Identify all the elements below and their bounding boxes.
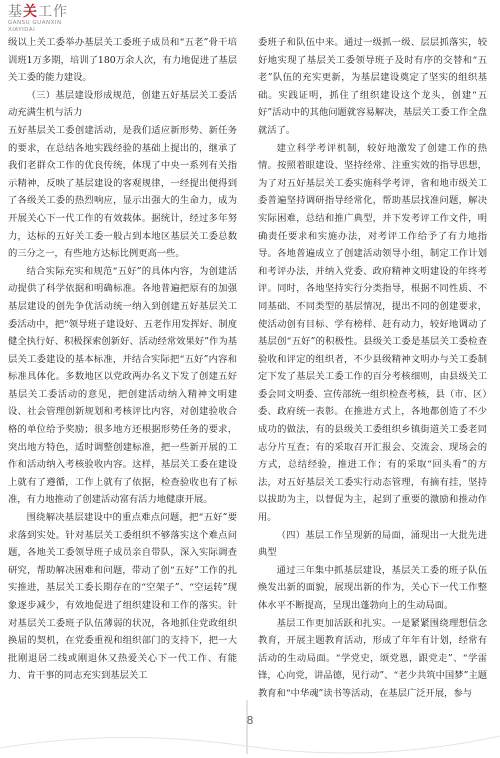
left-column	[8, 34, 237, 685]
paragraph: 围绕解决基层建设中的重点难点问题，把“五好”要求落到实处。针对基层关工委组织不够落实这个难点问题，各地关工委领导班子成员亲自带队，深入实际调查研究，帮助解决困难和问题，带动了创“五好”工作的扎实推进，基层关工委长期存在的“空架子”、“空运转”现象逐步减少，有效地促进了组织建设和工作的落实。针对基层关工委班子队伍薄弱的状况，各地抓住党政组织换届的契机，在党委重视和组织部门的支持下，把一大批刚退居二线或刚退休又热爱关心下一代工作、有能力、肯干事的同志充实到基层关工	[8, 512, 237, 682]
logo-pinyin-line-1: GANSU GUANXIN	[8, 20, 62, 26]
section-heading: （四）基层工作呈现新的局面，涌现出一大批先进典型	[258, 529, 487, 559]
right-column	[258, 34, 487, 703]
paragraph: 通过三年集中抓基层建设，基层关工委的班子队伍焕发出新的面貌，展现出新的作为，关心下一代工作整体水平不断提高，呈现出蓬勃向上的生动局面。	[258, 564, 487, 611]
logo-char-1: 基	[8, 4, 23, 20]
paragraph: 五好基层关工委创建活动，是我们适应新形势、新任务的要求，在总结各地实践经验的基础上提出的，继承了我们老群众工作的优良传统，体现了中央一系列有关指示精神，反映了基层建设的客观规律，一经提出便得到了各级关工委的热烈响应，显示出强大的生命力，成为开展关心下一代工作的有效载体。据统计，经过多年努力，达标的五好关工委一般占到本地区基层关工委总数的三分之一，有些地方达标比例更高一些。	[8, 124, 237, 260]
logo-title	[8, 4, 68, 20]
section-heading: （三）基层建设形成规范，创建五好基层关工委活动充满生机与活力	[8, 89, 237, 119]
logo-pinyin-line-2: XIAYIDAI	[8, 27, 36, 33]
paragraph: 建立科学考评机制，较好地激发了创建工作的热情。按照着眼建设、坚持经常、注重实效的指导思想，为了对五好基层关工委实施科学考评，省和地市级关工委普遍坚持调研指导经常化，帮助基层找准问题，解决实际困难，总结和推广典型，并下发考评工作文件，明确责任要求和实施办法，对考评工作给予了有力地指导。各地普遍成立了创建活动领导小组，制定工作计划和考评办法，并纳入党委、政府精神文明建设的年终考评。同时，各地坚持实行分类指导，根据不同性质、不同基础、不同类型的基层情况，提出不同的创建要求，使活动创有目标、学有榜样、赶有动力，较好地调动了基层创“五好”的积极性。县级关工委是基层关工委检查验收和评定的组织者，不少县级精神文明办与关工委制定下发了基层关工委工作的百分考核细则，由县级关工委会同文明委、宣传部统一组织检查考核，县（市、区）委、政府统一表彰。在推进方式上，各地都创造了不少成功的做法，有的县级关工委组织乡镇街道关工委老同志分片互查；有的采取召开汇报会、交流会、现场会的方式，总结经验，推进工作；有的采取“回头看”的方法，对五好基层关工委实行动态管理，有摘有挂，坚持以拔助为主，以督促为主，起到了重要的激励和推动作用。	[258, 142, 487, 524]
paragraph: 基层工作更加活跃和扎实。一是紧紧围绕理想信念教育，开展主题教育活动，形成了年年有计划，经常有活动的生动局面。“学党史，颂党恩，跟党走”、“学雷锋，心向党，讲品德，见行动”、“老少共筑中国梦”主题教育和“中华魂”读书等活动，在基层广泛开展，参与	[258, 617, 487, 699]
paragraph: 级以上关工委举办基层关工委班子成员和“五老”骨干培训班1万多期，培训了180万余人次，有力地促进了基层关工委的能力建设。	[8, 37, 237, 84]
magazine-logo	[8, 4, 68, 34]
paragraph: 结合实际充实和规范“五好”的具体内容，为创建活动提供了科学依据和明确标准。各地普遍把原有的加强基层建设的创先争优活动统一纳入到创建五好基层关工委活动中，把“领导班子建设好、五老作用发挥好、制度健全执行好、积极探索创新好、活动经常效果好”作为基层关工委建设的基本标准，并结合实际把“五好”内容和标准具体化。多数地区以党政两办名义下发了创建五好基层关工委活动的意见，把创建活动纳入精神文明建设、社会管理创新规划和考核评比内容，对创建验收合格的单位给予奖励；很多地方还根据形势任务的要求，突出地方特色，适时调整创建标准，把一些新开展的工作和活动纳入考核验收内容。这样，基层关工委在建设上就有了遵循，工作上就有了依据，检查验收也有了标准，有力地推动了创建活动富有活力地健康开展。	[8, 265, 237, 506]
page-number: 8	[246, 714, 254, 727]
logo-char-2: 关	[23, 4, 38, 20]
paragraph: 委班子和队伍中来。通过一级抓一级、层层抓落实，较好地实现了基层关工委领导班子及时有序的交替和“五老”队伍的充实更新，为基层建设奠定了坚实的组织基础。实践证明，抓住了组织建设这个龙头，创建“五好”活动中的其他问题就容易解决，基层关工委工作全盘就活了。	[258, 37, 487, 136]
logo-char-3: 工作	[38, 4, 68, 20]
